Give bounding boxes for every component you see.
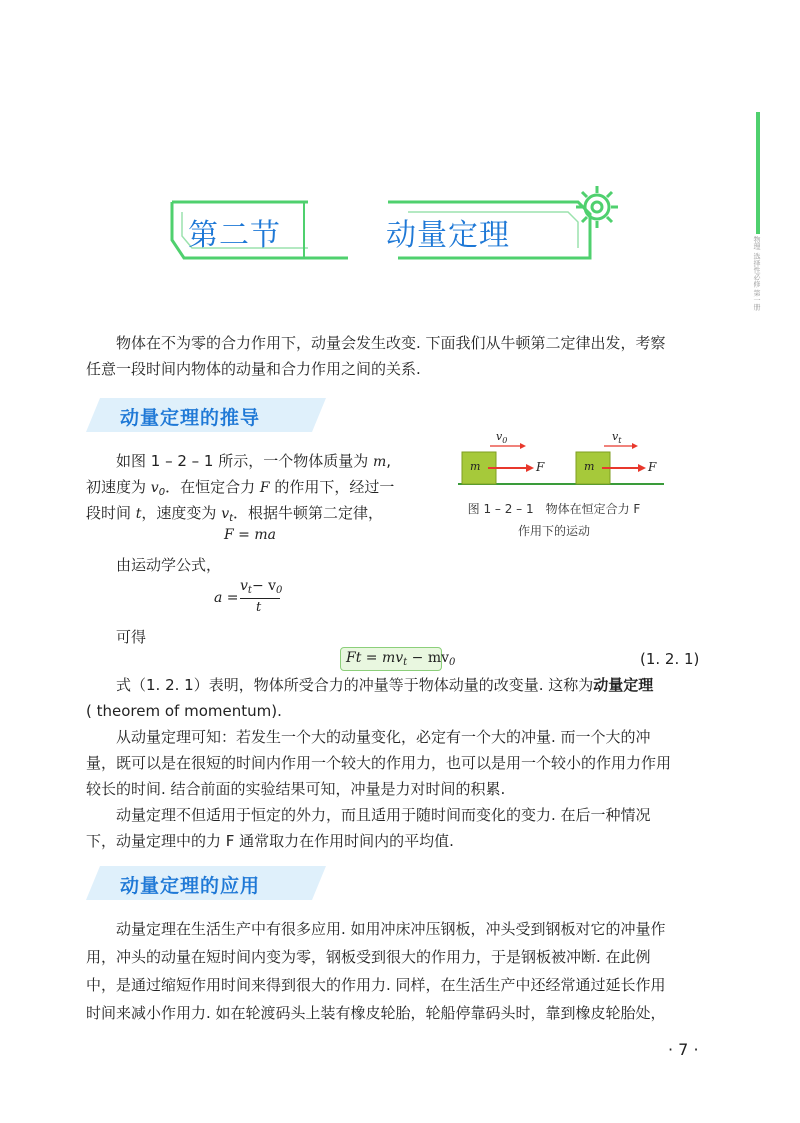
fraction-bar xyxy=(240,598,280,599)
conclusion-line-1: 式（1. 2. 1）表明，物体所受合力的冲量等于物体动量的改变量. 这称为动量定理 xyxy=(116,676,654,694)
thus-label: 可得 xyxy=(116,628,147,646)
side-accent-bar xyxy=(756,112,760,234)
equation-number: (1. 2. 1) xyxy=(640,650,700,668)
gear-icon xyxy=(572,182,622,232)
figure-caption-1: 图 1 – 2 – 1 物体在恒定合力 F xyxy=(467,502,641,516)
label-v0: $v_0$ xyxy=(496,430,508,445)
section-heading-derivation xyxy=(86,398,326,432)
derivation-line-3: 段时间 t，速度变为 $v_t$．根据牛顿第二定律， xyxy=(86,504,384,524)
heading-application-text: 动量定理的应用 xyxy=(120,875,261,897)
conclusion-line-2: ( theorem of momentum). xyxy=(86,702,282,720)
section-number: 第二节 xyxy=(188,218,281,253)
derivation-line-1: 如图 1 – 2 – 1 所示，一个物体质量为 m, xyxy=(116,452,392,470)
figure-caption-2: 作用下的运动 xyxy=(517,524,590,538)
label-F-left: F xyxy=(536,460,545,474)
application-line-1: 动量定理在生活生产中有很多应用. 如用冲床冲压钢板，冲头受到钢板对它的冲量作 xyxy=(116,920,666,938)
figure-motion-diagram xyxy=(458,428,668,492)
kinematics-intro: 由运动学公式， xyxy=(116,556,222,574)
fraction-lhs: a = xyxy=(214,590,239,606)
fraction-numerator: $v_t- v_0$ xyxy=(240,578,283,596)
application-line-2: 用，冲头的动量在短时间内变为零，钢板受到很大的作用力，于是钢板被冲断. 在此例 xyxy=(86,948,651,966)
heading-derivation-text: 动量定理的推导 xyxy=(120,407,261,429)
para3-line-2: 下，动量定理中的力 F 通常取力在作用时间内的平均值. xyxy=(86,832,454,850)
para3-line-1: 动量定理不但适用于恒定的外力，而且适用于随时间而变化的变力. 在后一种情况 xyxy=(116,806,651,824)
equation-newton: F = ma xyxy=(224,527,276,543)
label-m-left: m xyxy=(470,460,481,473)
para2-line-3: 较长的时间. 结合前面的实验结果可知，冲量是力对时间的积累. xyxy=(86,780,506,798)
section-title: 动量定理 xyxy=(386,218,510,253)
application-line-4: 时间来减小作用力. 如在轮渡码头上装有橡皮轮胎，轮船停靠码头时，靠到橡皮轮胎处， xyxy=(86,1004,666,1022)
section-heading-application xyxy=(86,866,326,900)
derivation-line-2: 初速度为 $v_0$．在恒定合力 F 的作用下，经过一 xyxy=(86,478,395,498)
label-F-right: F xyxy=(648,460,657,474)
intro-line-2: 任意一段时间内物体的动量和合力作用之间的关系. xyxy=(86,360,421,378)
para2-line-1: 从动量定理可知：若发生一个大的动量变化，必定有一个大的冲量. 而一个大的冲 xyxy=(116,728,651,746)
fraction-denominator: t xyxy=(256,600,262,615)
label-vt: $v_t$ xyxy=(612,430,622,445)
side-book-label: 物理 选择性必修 第一册 xyxy=(753,236,761,311)
para2-line-2: 量，既可以是在很短的时间内作用一个较大的作用力，也可以是用一个较小的作用力作用 xyxy=(86,754,672,772)
label-m-right: m xyxy=(584,460,595,473)
page-number: · 7 · xyxy=(668,1040,699,1059)
main-equation: $Ft = mv_t - mv_0$ xyxy=(346,650,456,668)
application-line-3: 中，是通过缩短作用时间来得到很大的作用力. 同样，在生活生产中还经常通过延长作用 xyxy=(86,976,666,994)
intro-line-1: 物体在不为零的合力作用下，动量会发生改变. 下面我们从牛顿第二定律出发，考察 xyxy=(116,334,666,352)
